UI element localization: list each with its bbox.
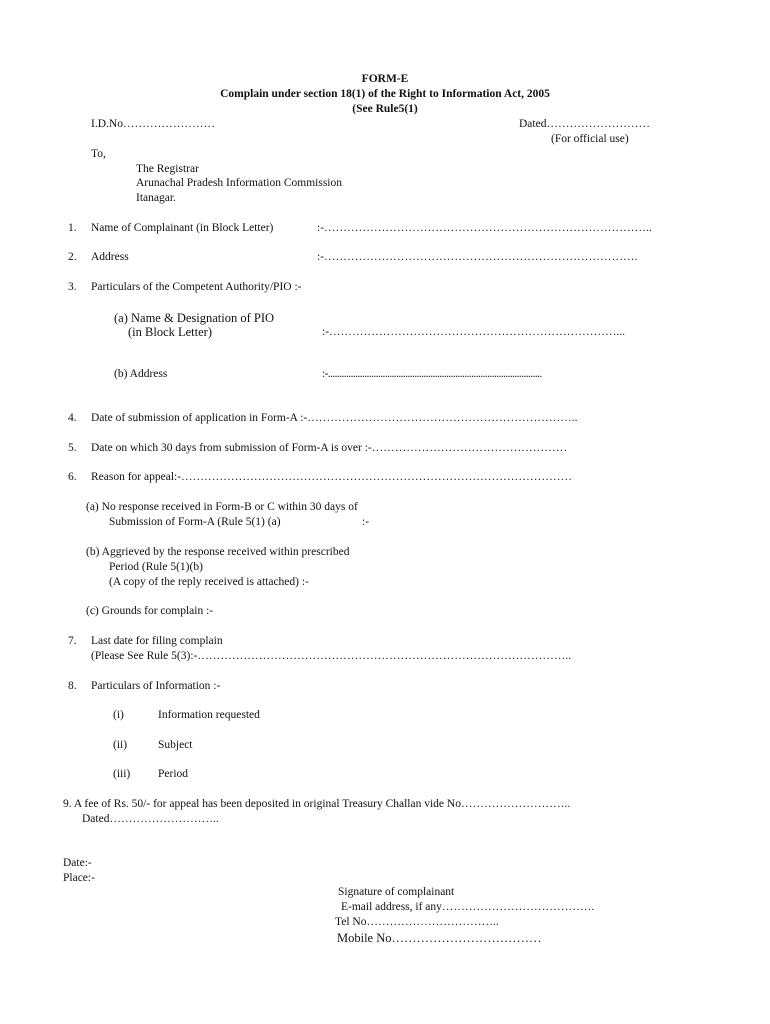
item-3a-label-line-1: (a) Name & Designation of PIO [114,311,275,325]
item-4-number: 4. [68,412,77,424]
item-6a-line-2: Submission of Form-A (Rule 5(1) (a) [109,516,281,528]
rule-reference: (See Rule5(1) [352,103,418,115]
email-field: E-mail address, if any…………………………………. [341,901,595,913]
place-label: Place:- [63,872,95,884]
item-6a-colon: :- [362,516,370,528]
item-8-text: Particulars of Information :- [91,680,221,692]
signature-label: Signature of complainant [338,886,455,898]
item-5-text: Date on which 30 days from submission of Form-A is over :-…………………………………………… [91,442,568,454]
item-1-fill-line: :-………………………………………………………………………….. [317,222,652,234]
dated-field: Dated……………………… [519,118,650,130]
item-7-number: 7. [68,635,77,647]
mobile-field: Mobile No……………………………… [337,931,542,945]
item-6b-line-1: (b) Aggrieved by the response received within prescribed [86,546,350,558]
addressee-line-2: Arunachal Pradesh Information Commission [136,177,343,189]
form-title: FORM-E [361,73,409,85]
item-8-ii-label: Subject [158,739,193,751]
tel-field: Tel No…………………………….. [335,916,499,928]
addressee-line-3: Itanagar. [136,192,176,204]
item-4-text: Date of submission of application in Form-A :-…………………………………………………………….. [91,412,578,424]
item-6c-text: (c) Grounds for complain :- [86,605,214,617]
item-6a-line-1: (a) No response received in Form-B or C within 30 days of [86,501,358,513]
item-7-line-2: (Please See Rule 5(3):-…………………………………………………………………………………….. [91,650,572,662]
date-label: Date:- [63,857,92,869]
item-8-i-label: Information requested [158,709,260,721]
item-3-label: Particulars of the Competent Authority/PIO :- [91,281,302,293]
form-subtitle: Complain under section 18(1) of the Right to Information Act, 2005 [220,88,550,100]
item-8-iii-number: (iii) [113,768,131,780]
item-3a-label-line-2: (in Block Letter) [128,325,212,339]
item-6b-line-2: Period (Rule 5(1)(b) [109,561,203,573]
item-8-iii-label: Period [158,768,189,780]
item-9-line-2: Dated……………………….. [82,813,219,825]
addressee-line-1: The Registrar [136,163,199,175]
item-8-i-number: (i) [113,709,124,721]
item-7-line-1: Last date for filing complain [91,635,223,647]
item-6-number: 6. [68,471,77,483]
to-label: To, [91,148,106,160]
official-use-note: (For official use) [551,133,629,145]
id-number-field: I.D.No…………………… [91,118,215,130]
item-2-fill-line: :-………………………………………………………………………. [317,251,638,263]
item-6-text: Reason for appeal:-………………………………………………………………………………………… [91,471,573,483]
item-5-number: 5. [68,442,77,454]
item-3a-fill-line: :-…………………………………………………………………... [322,326,626,338]
item-2-label: Address [91,251,129,263]
item-8-number: 8. [68,680,77,692]
item-8-ii-number: (ii) [113,739,128,751]
item-6b-line-3: (A copy of the reply received is attached) :- [109,576,309,588]
item-9-line-1: 9. A fee of Rs. 50/- for appeal has been deposited in original Treasury Challan vide No……………………….. [63,798,571,810]
item-3-number: 3. [68,281,77,293]
item-3b-fill-line: :-.............................................................................................. [322,368,542,380]
item-2-number: 2. [68,251,77,263]
item-3b-label: (b) Address [114,368,168,380]
item-1-number: 1. [68,222,77,234]
item-1-label: Name of Complainant (in Block Letter) [91,222,274,234]
